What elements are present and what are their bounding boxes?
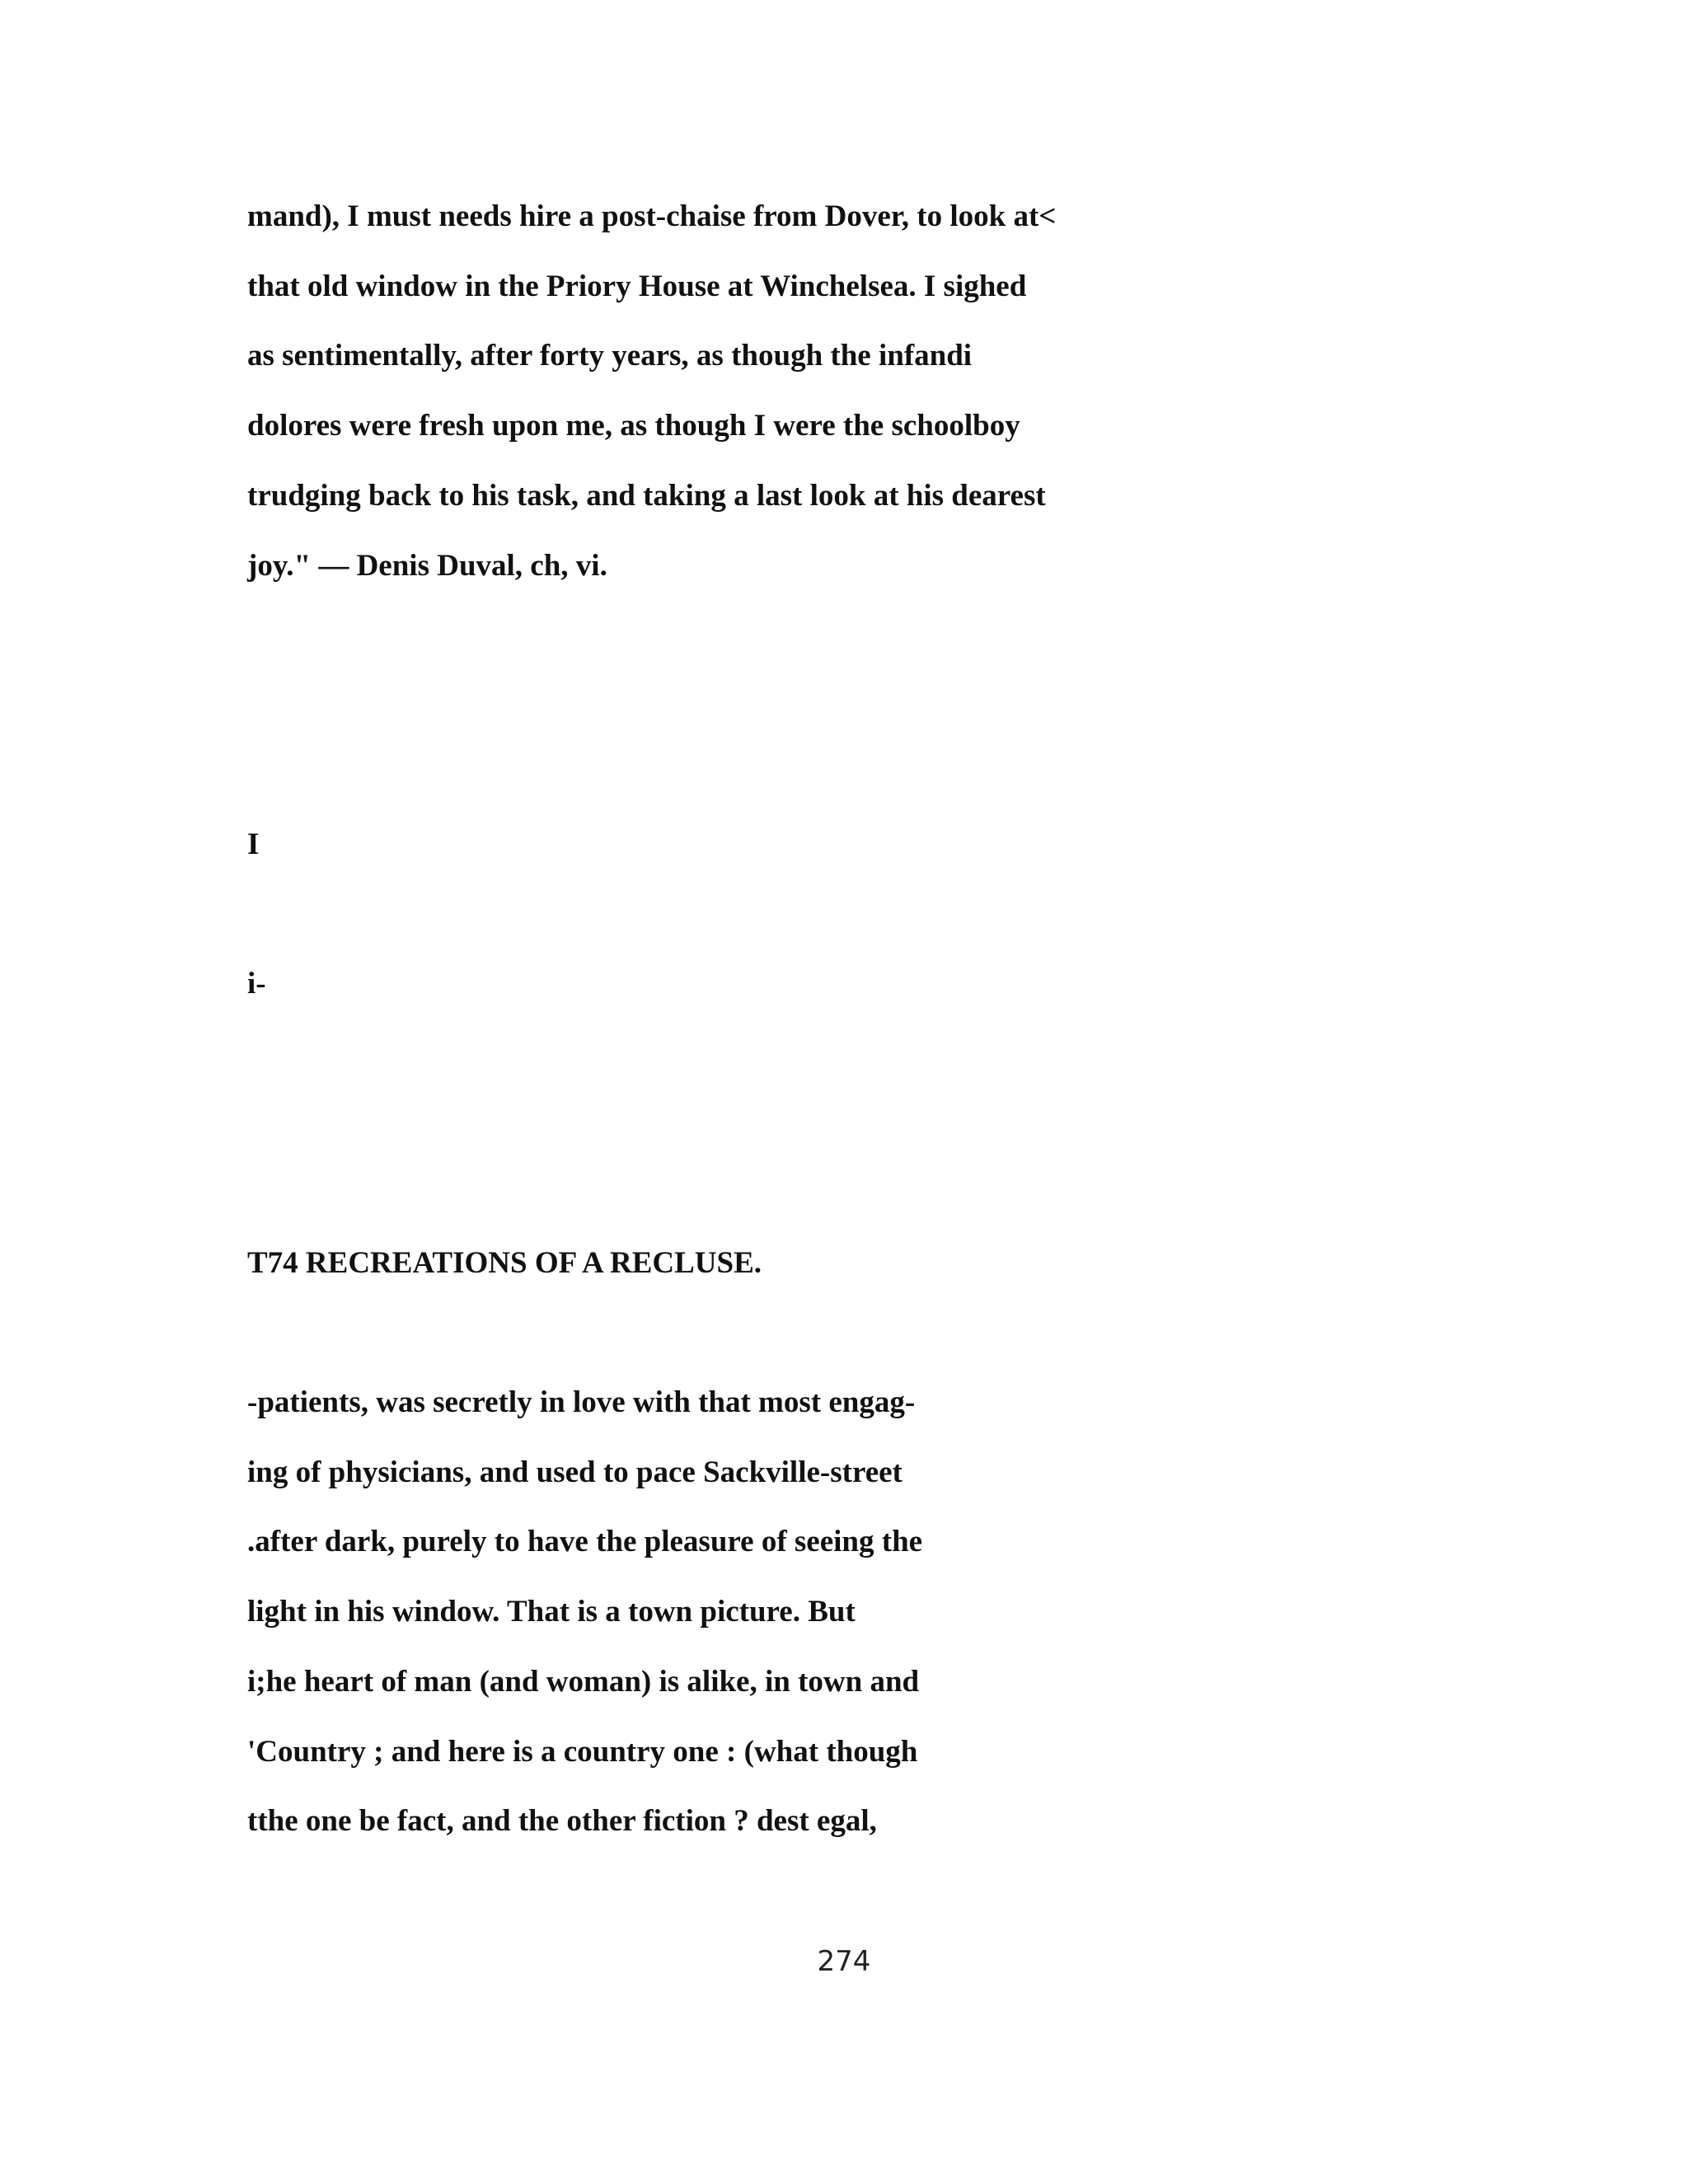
text-line: joy." — Denis Duval, ch, vi.: [247, 549, 607, 583]
running-head: T74 RECREATIONS OF A RECLUSE.: [247, 1246, 762, 1280]
stray-fragment: I: [247, 827, 260, 861]
text-line: .after dark, purely to have the pleasure of seeing the: [247, 1525, 923, 1558]
page-number: 274: [817, 1945, 871, 1978]
text-line: -patients, was secretly in love with that most engag-: [247, 1385, 916, 1419]
text-line: ing of physicians, and used to pace Sackville-street: [247, 1455, 903, 1489]
text-line: light in his window. That is a town picture. But: [247, 1595, 856, 1629]
text-line: mand), I must needs hire a post-chaise from Dover, to look at<: [247, 199, 1057, 233]
text-line: that old window in the Priory House at Winchelsea. I sighed: [247, 269, 1027, 303]
text-line: tthe one be fact, and the other fiction ? dest egal,: [247, 1804, 877, 1838]
stray-fragment: i-: [247, 967, 266, 1001]
text-line: i;he heart of man (and woman) is alike, in town and: [247, 1665, 920, 1699]
text-line: as sentimentally, after forty years, as though the infandi: [247, 339, 973, 373]
text-line: trudging back to his task, and taking a last look at his dearest: [247, 479, 1046, 513]
text-line: 'Country ; and here is a country one : (what though: [247, 1735, 918, 1769]
text-line: dolores were fresh upon me, as though I were the schoolboy: [247, 409, 1020, 443]
